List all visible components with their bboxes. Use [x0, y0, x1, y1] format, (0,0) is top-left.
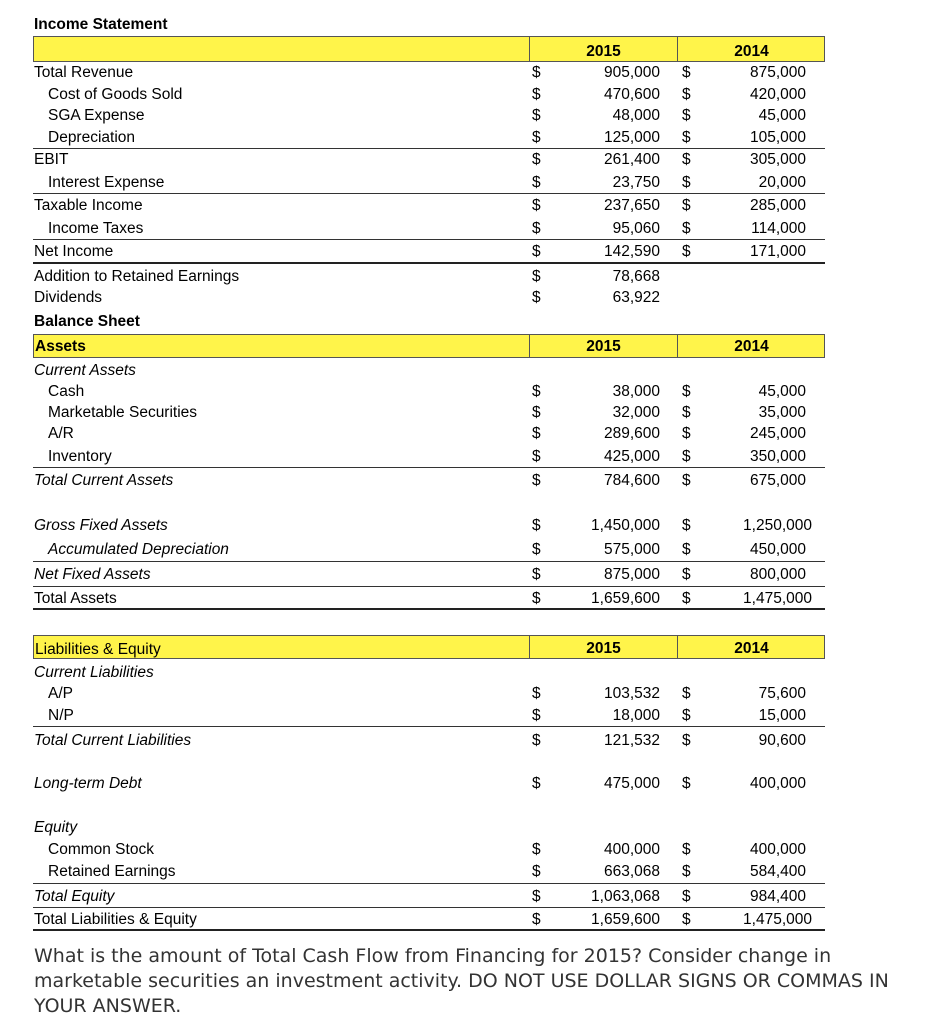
assets-header: Assets: [35, 338, 86, 355]
income-year-2014: 2014: [734, 43, 769, 60]
income-year-2015: 2015: [586, 43, 621, 60]
liab-year-2014: 2014: [734, 640, 769, 657]
equity-label: Equity: [34, 819, 78, 836]
assets-year-2015: 2015: [586, 338, 621, 355]
liabilities-header: Liabilities & Equity: [35, 641, 161, 658]
current-assets-label: Current Assets: [34, 362, 136, 379]
current-liabilities-label: Current Liabilities: [34, 664, 154, 681]
question-text: What is the amount of Total Cash Flow from Financing for 2015? Consider change in marketable securities an investment activity. DO NOT USE DOLLAR SIGNS OR COMMAS IN YOUR ANSWER.: [34, 945, 889, 1017]
assets-year-2014: 2014: [734, 338, 769, 355]
liab-year-2015: 2015: [586, 640, 621, 657]
balance-sheet-title: Balance Sheet: [34, 313, 140, 330]
income-statement-title: Income Statement: [34, 16, 168, 33]
